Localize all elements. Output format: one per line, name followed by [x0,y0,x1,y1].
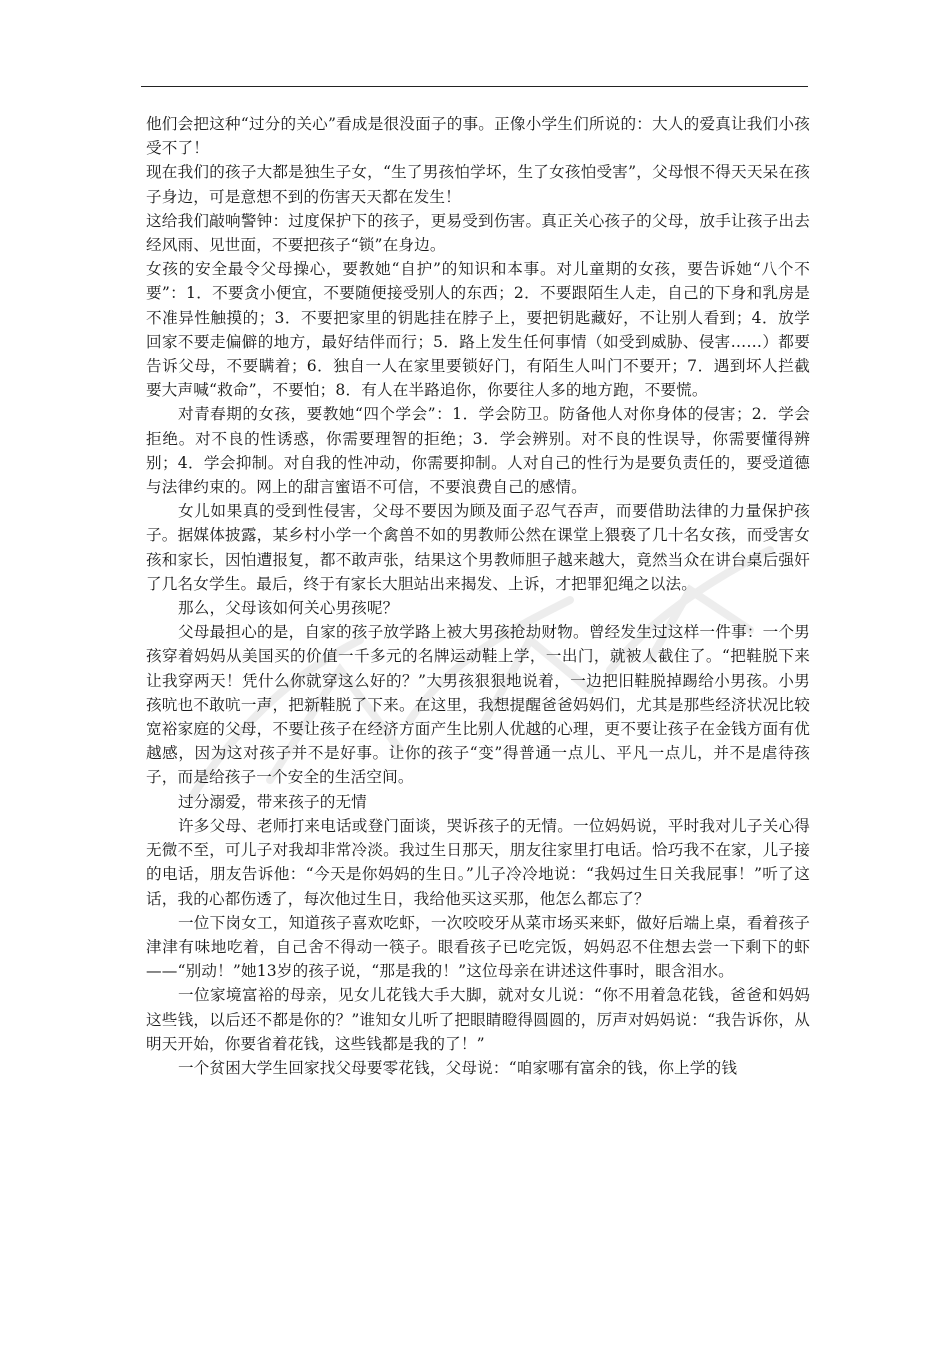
paragraph: 这给我们敲响警钟：过度保护下的孩子，更易受到伤害。真正关心孩子的父母，放手让孩子出去经风雨、见世面，不要把孩子“锁”在身边。 [146,211,810,255]
paragraph: 父母最担心的是，自家的孩子放学路上被大男孩抢劫财物。曾经发生过这样一件事：一个男孩穿着妈妈从美国买的价值一千多元的名牌运动鞋上学，一出门，就被人截住了。“把鞋脱下来让我穿两天！凭什么你就穿这么好的？”大男孩狠狠地说着，一边把旧鞋脱掉踢给小男孩。小男孩吭也不敢吭一声，把新鞋脱了下来。在这里，我想提醒爸爸妈妈们，尤其是那些经济状况比较宽裕家庭的父母，不要让孩子在经济方面产生比别人优越的心理，更不要让孩子在金钱方面有优越感，因为这对孩子并不是好事。让你的孩子“变”得普通一点儿、平凡一点儿，并不是虐待孩子，而是给孩子一个安全的生活空间。 [146,623,810,787]
paragraph: 对青春期的女孩，要教她“四个学会”：1．学会防卫。防备他人对你身体的侵害；2．学会拒绝。对不良的性诱惑，你需要理智的拒绝；3．学会辨别。对不良的性误导，你需要懂得辨别；4．学会抑制。对自我的性冲动，你需要抑制。人对自己的性行为是要负责任的，要受道德与法律约束的。网上的甜言蜜语不可信，不要浪费自己的感情。 [146,405,810,497]
paragraph: 那么，父母该如何关心男孩呢？ [178,599,399,618]
paragraph: 一个贫困大学生回家找父母要零花钱，父母说：“咱家哪有富余的钱，你上学的钱 [178,1058,738,1077]
header-rule [141,86,808,87]
paragraph: 一位下岗女工，知道孩子喜欢吃虾，一次咬咬牙从菜市场买来虾，做好后端上桌，看着孩子津津有味地吃着，自己舍不得动一筷子。眼看孩子已吃完饭，妈妈忍不住想去尝一下剩下的虾——“别动！”她13岁的孩子说，“那是我的！”这位母亲在讲述这件事时，眼含泪水。 [146,913,810,981]
section-heading: 过分溺爱，带来孩子的无情 [178,792,367,811]
document-body [146,112,810,1080]
paragraph: 许多父母、老师打来电话或登门面谈，哭诉孩子的无情。一位妈妈说，平时我对儿子关心得无微不至，可儿子对我却非常冷淡。我过生日那天，朋友往家里打电话。恰巧我不在家，儿子接的电话，朋友告诉他：“今天是你妈妈的生日。”儿子冷冷地说：“我妈过生日关我屁事！”听了这话，我的心都伤透了，每次他过生日，我给他买这买那，他怎么都忘了？ [146,816,810,908]
paragraph: 女孩的安全最令父母操心，要教她“自护”的知识和本事。对儿童期的女孩，要告诉她“八个不要”：1．不要贪小便宜，不要随便接受别人的东西；2．不要跟陌生人走，自己的下身和乳房是不准异性触摸的；3．不要把家里的钥匙挂在脖子上，要把钥匙藏好，不让别人看到；4．放学回家不要走偏僻的地方，最好结伴而行；5．路上发生任何事情（如受到威胁、侵害……）都要告诉父母，不要瞒着；6．独自一人在家里要锁好门，有陌生人叫门不要开；7．遇到坏人拦截要大声喊“救命”，不要怕；8．有人在半路追你，你要往人多的地方跑，不要慌。 [146,260,810,400]
paragraph: 一位家境富裕的母亲，见女儿花钱大手大脚，就对女儿说：“你不用着急花钱，爸爸和妈妈这些钱，以后还不都是你的？”谁知女儿听了把眼睛瞪得圆圆的，厉声对妈妈说：“我告诉你，从明天开始，你要省着花钱，这些钱都是我的了！” [146,986,810,1053]
paragraph: 现在我们的孩子大都是独生子女，“生了男孩怕学坏，生了女孩怕受害”，父母恨不得天天呆在孩子身边，可是意想不到的伤害天天都在发生！ [146,163,810,206]
paragraph: 女儿如果真的受到性侵害，父母不要因为顾及面子忍气吞声，而要借助法律的力量保护孩子。据媒体披露，某乡村小学一个禽兽不如的男教师公然在课堂上猥亵了几十名女孩，而受害女孩和家长，因怕遭报复，都不敢声张，结果这个男教师胆子越来越大，竟然当众在讲台桌后强奸了几名女学生。最后，终于有家长大胆站出来揭发、上诉，才把罪犯绳之以法。 [146,502,810,593]
paragraph: 他们会把这种“过分的关心”看成是很没面子的事。正像小学生们所说的：大人的爱真让我们小孩受不了！ [146,115,810,158]
